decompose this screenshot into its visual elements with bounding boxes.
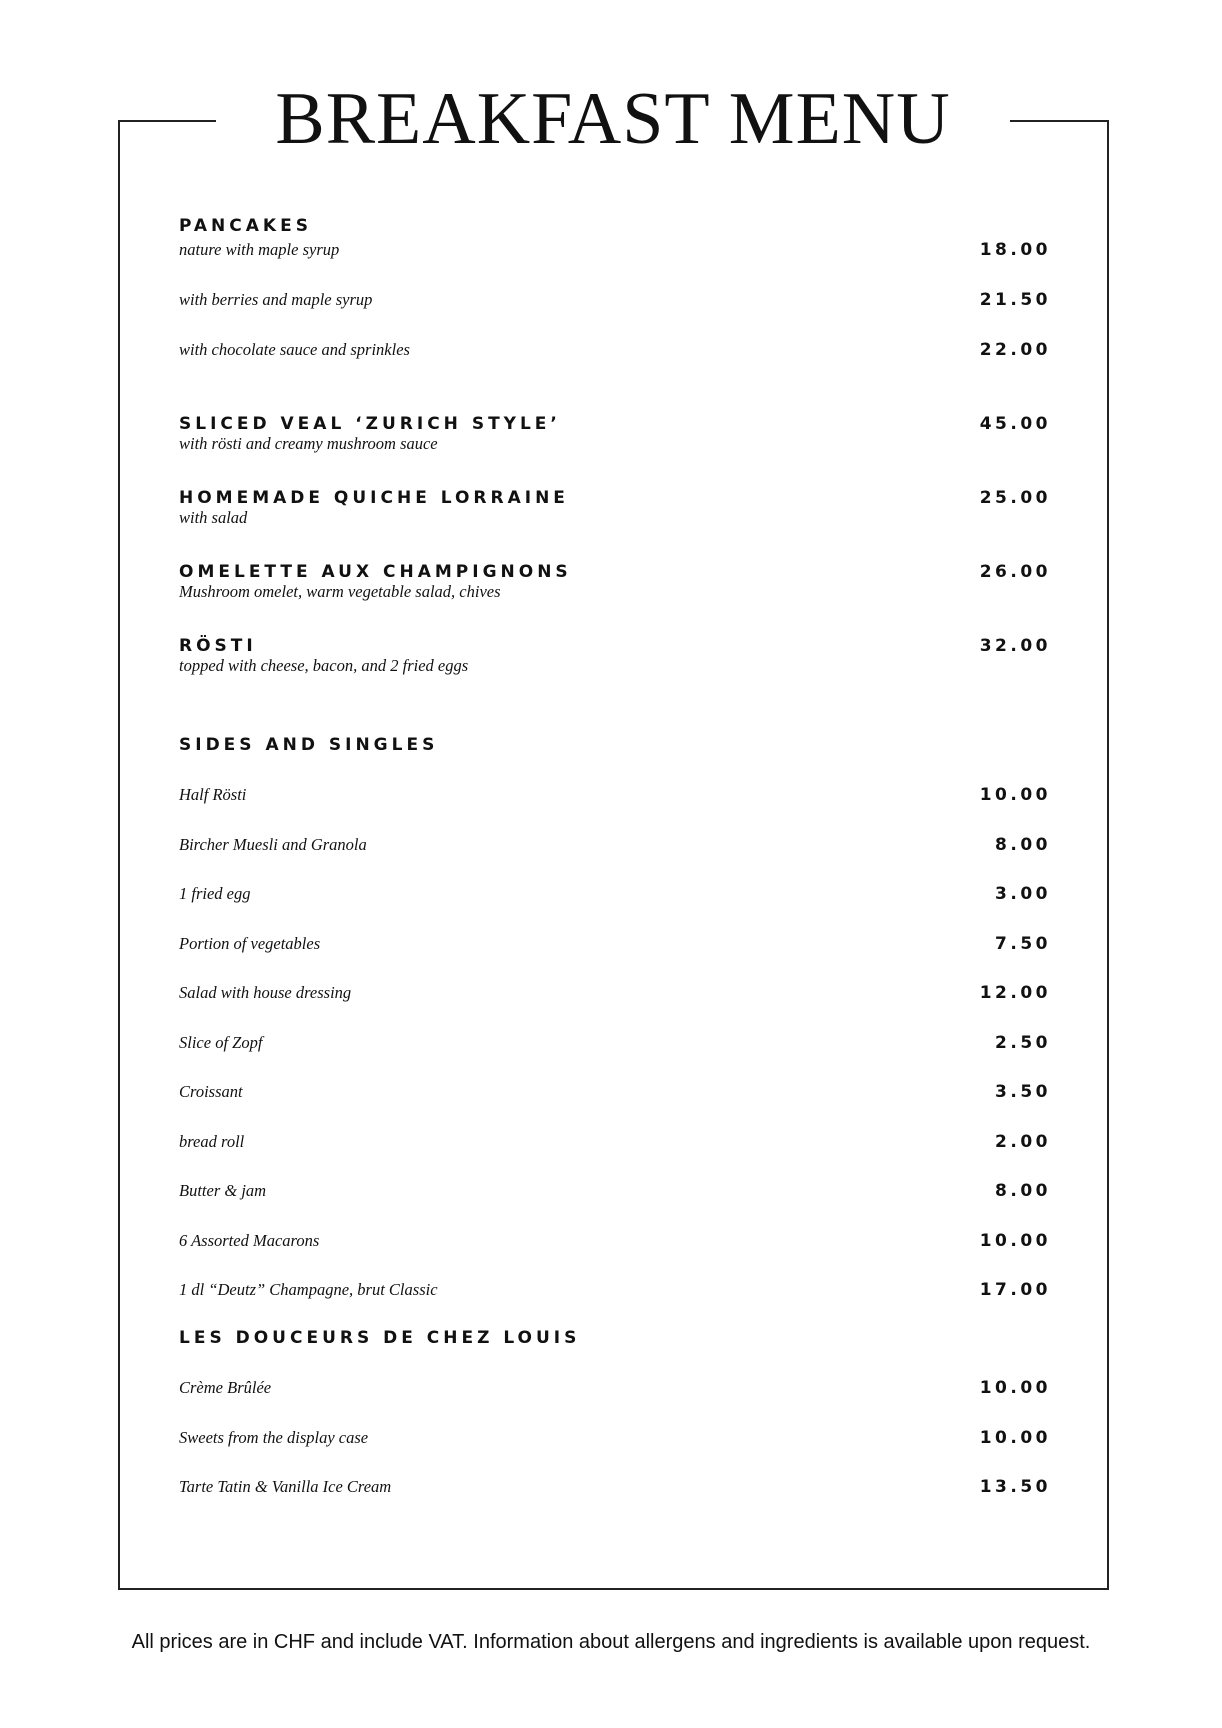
item-name: HOMEMADE QUICHE LORRAINE <box>179 488 569 508</box>
menu-item-side <box>179 835 1051 855</box>
item-description: Half Rösti <box>179 785 247 804</box>
menu-item-dessert <box>179 1378 1051 1398</box>
menu-item-side <box>179 1280 1051 1300</box>
section-heading-sides: SIDES AND SINGLES <box>179 735 439 755</box>
item-price: 26.00 <box>979 562 1051 582</box>
item-price: 3.50 <box>995 1082 1051 1102</box>
item-description: Portion of vegetables <box>179 934 321 953</box>
item-description: nature with maple syrup <box>179 240 340 259</box>
menu-item-omelette <box>179 562 1051 602</box>
item-name: RÖSTI <box>179 636 257 656</box>
item-description: Croissant <box>179 1082 243 1101</box>
item-name: SLICED VEAL ‘ZURICH STYLE’ <box>179 414 561 434</box>
frame-top-left-line <box>118 120 216 122</box>
item-price: 18.00 <box>979 240 1051 260</box>
item-description: Sweets from the display case <box>179 1428 369 1447</box>
item-price: 32.00 <box>979 636 1051 656</box>
menu-item-side <box>179 1033 1051 1053</box>
item-description: with chocolate sauce and sprinkles <box>179 340 410 359</box>
frame-top-right-line <box>1010 120 1109 122</box>
menu-item-side <box>179 785 1051 805</box>
item-price: 12.00 <box>979 983 1051 1003</box>
menu-item-pancakes-berries <box>179 290 1051 310</box>
item-description: Slice of Zopf <box>179 1033 263 1052</box>
item-description: Tarte Tatin & Vanilla Ice Cream <box>179 1477 392 1496</box>
item-price: 10.00 <box>979 1428 1051 1448</box>
footer-note: All prices are in CHF and include VAT. Information about allergens and ingredients is available upon request. <box>131 1631 1091 1653</box>
menu-item-pancakes-nature <box>179 240 1051 260</box>
menu-item-dessert <box>179 1477 1051 1497</box>
item-price: 8.00 <box>995 1181 1051 1201</box>
menu-item-dessert <box>179 1428 1051 1448</box>
item-description: bread roll <box>179 1132 245 1151</box>
item-price: 2.50 <box>995 1033 1051 1053</box>
item-price: 22.00 <box>979 340 1051 360</box>
item-description: Butter & jam <box>179 1181 267 1200</box>
sides-heading-row <box>179 735 1051 755</box>
item-price: 10.00 <box>979 1378 1051 1398</box>
item-price: 21.50 <box>979 290 1051 310</box>
item-description: 6 Assorted Macarons <box>179 1231 320 1250</box>
item-price: 2.00 <box>995 1132 1051 1152</box>
item-price: 8.00 <box>995 835 1051 855</box>
item-price: 13.50 <box>979 1477 1051 1497</box>
item-name: OMELETTE AUX CHAMPIGNONS <box>179 562 572 582</box>
item-description: with berries and maple syrup <box>179 290 373 309</box>
item-description: Mushroom omelet, warm vegetable salad, chives <box>179 582 501 601</box>
menu-item-side <box>179 1082 1051 1102</box>
menu-item-side <box>179 983 1051 1003</box>
menu-item-side <box>179 1231 1051 1251</box>
menu-item-quiche-lorraine <box>179 488 1051 528</box>
item-description: Crème Brûlée <box>179 1378 272 1397</box>
douceurs-heading-row <box>179 1328 1051 1348</box>
item-description: with rösti and creamy mushroom sauce <box>179 434 438 453</box>
item-price: 10.00 <box>979 785 1051 805</box>
menu-item-side <box>179 884 1051 904</box>
menu-item-side <box>179 1181 1051 1201</box>
pancakes-heading-row <box>179 216 1051 236</box>
item-description: 1 dl “Deutz” Champagne, brut Classic <box>179 1280 438 1299</box>
item-price: 3.00 <box>995 884 1051 904</box>
menu-item-rosti <box>179 636 1051 676</box>
item-description: Bircher Muesli and Granola <box>179 835 367 854</box>
menu-item-side <box>179 934 1051 954</box>
item-price: 17.00 <box>979 1280 1051 1300</box>
item-price: 10.00 <box>979 1231 1051 1251</box>
item-price: 45.00 <box>979 414 1051 434</box>
section-heading-douceurs: LES DOUCEURS DE CHEZ LOUIS <box>179 1328 581 1348</box>
item-price: 25.00 <box>979 488 1051 508</box>
menu-item-pancakes-chocolate <box>179 340 1051 360</box>
item-description: topped with cheese, bacon, and 2 fried eggs <box>179 656 469 675</box>
section-heading-pancakes: PANCAKES <box>179 216 312 236</box>
item-description: 1 fried egg <box>179 884 251 903</box>
menu-item-sliced-veal <box>179 414 1051 454</box>
item-price: 7.50 <box>995 934 1051 954</box>
item-description: Salad with house dressing <box>179 983 352 1002</box>
menu-item-side <box>179 1132 1051 1152</box>
menu-title: BREAKFAST MENU <box>275 78 951 160</box>
item-description: with salad <box>179 508 248 527</box>
